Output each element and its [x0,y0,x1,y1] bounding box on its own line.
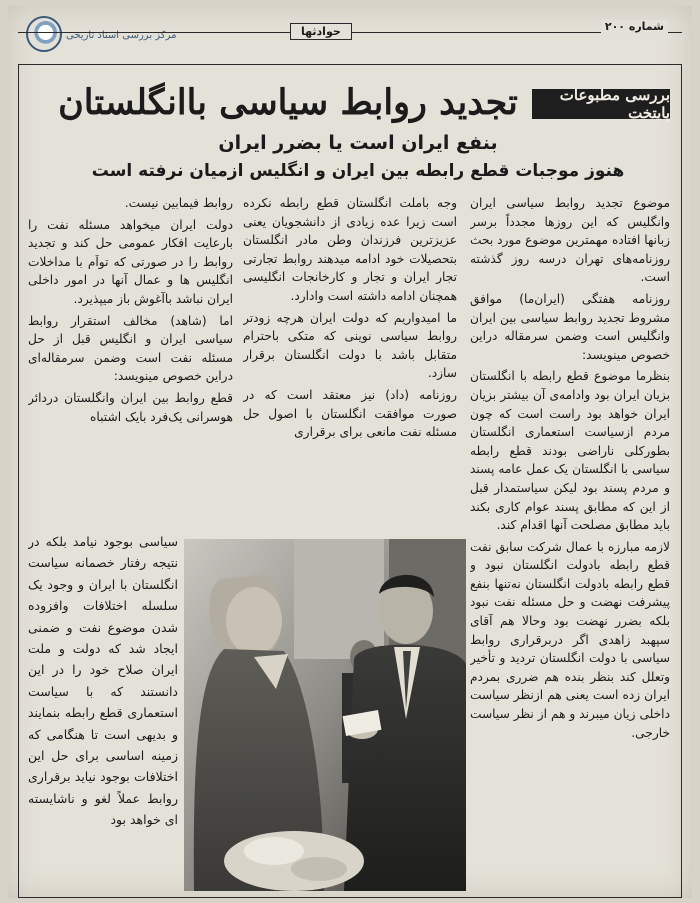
article-subhead-1: بنفع ایران است یا بضرر ایران [218,132,498,154]
paragraph: وجه باملت انگلستان قطع رابطه نکرده است زیرا عده زیادی از دانشجویان یعنی عزیزترین فرزندان وطن مادر انگلستان بتحصیلات خود ادامه میدهند روابط تجارتی تجار ایران و تجار و کارخانجات انگلیسی همچنان ادامه داشته است وادارد. [243,196,457,303]
text-column-4 [28,531,178,894]
paragraph: اما (شاهد) مخالف استقرار روابط سیاسی ایران و انگلیس قبل از حل مسئله نفت است وضمن سرمقاله‌ای دراین خصوص مینویسد: [28,313,233,384]
section-label: حوادثها [290,23,352,40]
article-headline: تجدید روابط سیاسی باانگلستان [58,82,518,123]
paragraph: موضوع تجدید روابط سیاسی ایران وانگلیس که این روزها مجدداً برسر زبانها افتاده مهمترین موضوع مورد بحث روزنامه‌های تهران درسه روز گذشته است. [470,196,670,285]
rubric-badge: بررسی مطبوعات پایتخت [532,89,670,119]
paragraph: روزنامه (داد) نیز معتقد است که در صورت موافقت انگلستان با اصول حل مسئله نفت مانعی برای برقراری [243,387,457,440]
paragraph: روابط فیمابین نیست. [124,196,233,210]
paragraph: ما امیدواریم که دولت ایران هرچه زودتر روابط سیاسی نوینی که متکی باحترام متقابل باشد با دولت انگلستان برقرار سازد. [243,310,457,381]
article-subhead-2: هنوز موجبات قطع رابطه بین ایران و انگلیس ازمیان نرفته است [91,161,625,181]
paragraph: بنظرما موضوع قطع رابطه با انگلستان بزیان ایران بود وادامه‌ی آن بیشتر بزیان ایران خواهد بود راست است که چون مردم ازسیاست استعماری انگلستان بطورکلی ناراضی بودند قطع رابطه سیاسی با انگلستان یک عمل عامه پسند و مردم پسند بود لیکن سیاستمدار قبل از این که مطابق پسند عوام کاری بکند باید مطابق مصلحت آنها اقدام کند. [470,369,670,533]
paragraph: روزنامه هفتگی (ایران‌ما) موافق مشروط تجدید روابط سیاسی بین ایران وانگلیس است وضمن سرمقاله دراین خصوص مینویسد: [470,291,670,362]
archive-logo-text: مرکز بررسی اسناد تاریخی [66,30,177,41]
archive-logo-icon [26,16,62,52]
paragraph: سیاسی بوجود نیامد بلکه در نتیجه رفتار خصمانه سیاست انگلستان با ایران و وجود یک سلسله اختلافات وافزوده شدن موضوع نفت و ضمنی ایجاد شد که دولت و ملت ایران صلاح خود را در این دانستند که با سیاست استعماری قطع رابطه بنمایند و بدیهی است تا هنگامی که زمینه اساسی برای حل این اختلافات بوجود نیاید برقراری روابط عملاً لغو و ناشایسته ای خواهد بود [28,534,178,828]
text-column-3 [28,194,233,524]
paragraph: قطع روابط بین ایران وانگلستان دردائر هوسرانی یک‌فرد بایک اشتباه [28,390,233,424]
issue-number: شماره ۲۰۰ [601,20,668,33]
news-photo [184,539,466,891]
paragraph: لازمه مبارزه با عمال شرکت سابق نفت قطع رابطه بادولت انگلستان نبود و قطع رابطه بادولت انگلستان نه‌تنها بنفع پیشرفت نهضت و حل مسئله نفت نبود بلکه بضرر نهضت بود وحالا هم آقای سپهبد زاهدی اگر دربرقراری روابط سیاسی با دولت انگلستان تردید و تأخیر وتعلل کند بنظر بنده هم ضرری بمردم ایران زده است یعنی هم ازنظر سیاست داخلی زیان میبرند و هم از نظر سیاست خارجی. [470,539,670,740]
paragraph: دولت ایران میخواهد مسئله نفت را بارعایت افکار عمومی حل کند و تجدید روابط را در صورتی که تواَم با مداخلات انگلیس ها و عمال آنها در امور داخلی ایران نباشد باآغوش باز میپذیرد. [28,217,233,306]
magazine-page [8,6,692,898]
photo-illustration [184,539,466,891]
text-column-1 [470,194,670,894]
text-column-2 [243,194,457,524]
archive-logo [26,16,226,56]
